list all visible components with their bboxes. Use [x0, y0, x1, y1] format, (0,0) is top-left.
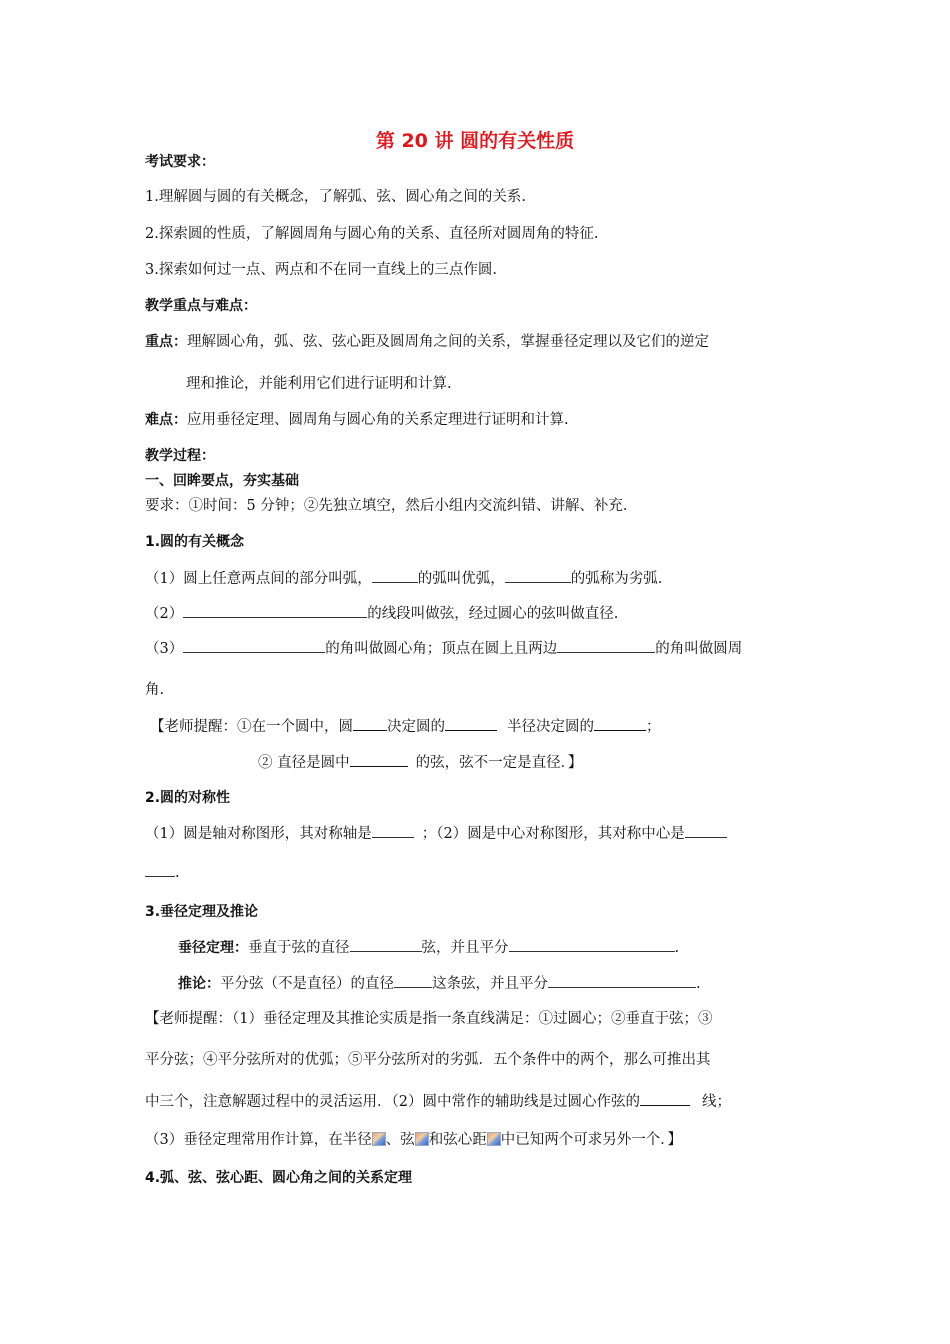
concepts-heading: 1.圆的有关概念 — [145, 534, 245, 550]
fill-blank[interactable] — [350, 937, 422, 952]
concept-line-3-cont: 角. — [145, 682, 165, 698]
fill-blank[interactable] — [505, 568, 571, 583]
teacher-tip-3-line-4 — [145, 1130, 682, 1150]
text-span: 弦，并且平分 — [421, 940, 509, 956]
text-span: 这条弦，并且平分 — [432, 976, 548, 992]
concept-line-3 — [145, 638, 742, 659]
fill-blank[interactable] — [353, 716, 387, 731]
fill-blank[interactable] — [350, 752, 408, 767]
text-span: 半径决定圆的 — [507, 719, 594, 735]
key-point-line-1 — [145, 332, 709, 352]
text-span: 的角叫做圆周 — [655, 641, 743, 657]
text-span: 中已知两个可求另外一个．】 — [500, 1132, 682, 1148]
text-span: . — [175, 865, 180, 881]
fill-blank[interactable] — [183, 638, 325, 653]
teacher-tip-2 — [258, 752, 582, 773]
inline-image-icon — [415, 1132, 429, 1146]
text-span: （1）圆上任意两点间的部分叫弧， — [145, 571, 372, 587]
symmetry-heading: 2.圆的对称性 — [145, 790, 231, 806]
fill-blank[interactable] — [145, 862, 175, 877]
text-span: 和弦心距 — [428, 1132, 487, 1148]
fill-blank[interactable] — [372, 568, 418, 583]
text-span: ； — [646, 719, 661, 735]
text-span: （1）圆是轴对称图形，其对称轴是 — [145, 826, 372, 842]
text-span: 线； — [701, 1094, 731, 1110]
difficult-point-text: 应用垂径定理、圆周角与圆心角的关系定理进行证明和计算. — [187, 412, 569, 428]
text-span: 的线段叫做弦，经过圆心的弦叫做直径. — [367, 606, 619, 622]
requirement-line: 要求：①时间：5 分钟；②先独立填空，然后小组内交流纠错、讲解、补充. — [145, 498, 628, 514]
fill-blank[interactable] — [183, 603, 367, 618]
key-point-text: 理解圆心角，弧、弦、弦心距及圆周角之间的关系，掌握垂径定理以及它们的逆定 — [187, 334, 709, 350]
inline-image-icon — [372, 1132, 386, 1146]
text-span: 的弧称为劣弧. — [570, 571, 663, 587]
text-span: 的弦，弦不一定是直径．】 — [415, 755, 583, 771]
inline-image-icon — [487, 1132, 501, 1146]
difficult-point-line — [145, 410, 569, 430]
symmetry-line-2 — [145, 862, 180, 883]
corollary-line — [178, 973, 701, 994]
text-span: 的角叫做圆心角；顶点在圆上且两边 — [325, 641, 558, 657]
relation-theorem-heading: 4.弧、弦、弦心距、圆心角之间的关系定理 — [145, 1170, 413, 1186]
symmetry-line-1 — [145, 823, 727, 844]
fill-blank[interactable] — [594, 716, 646, 731]
fill-blank[interactable] — [394, 973, 432, 988]
exam-requirement-1: 1.理解圆与圆的有关概念，了解弧、弦、圆心角之间的关系. — [145, 189, 526, 205]
text-span: 的弧叫优弧， — [417, 571, 505, 587]
text-span: 决定圆的 — [387, 719, 445, 735]
fill-blank[interactable] — [685, 823, 727, 838]
exam-requirements-heading: 考试要求： — [145, 154, 215, 170]
text-span: . — [696, 976, 701, 992]
fill-blank[interactable] — [548, 973, 696, 988]
fill-blank[interactable] — [640, 1091, 690, 1106]
key-point-label: 重点： — [145, 334, 187, 350]
fill-blank[interactable] — [557, 638, 655, 653]
difficult-point-label: 难点： — [145, 412, 187, 428]
text-span: （3） — [145, 641, 184, 657]
text-span: . — [674, 940, 680, 956]
teacher-tip-3-line-3 — [145, 1091, 731, 1112]
text-span: 【老师提醒：①在一个圆中，圆 — [150, 719, 353, 735]
process-heading: 教学过程： — [145, 448, 215, 464]
text-span: 、弦 — [385, 1132, 415, 1148]
text-span: （2） — [145, 606, 184, 622]
text-span: ；（2）圆是中心对称图形，其对称中心是 — [421, 826, 685, 842]
text-span: ② 直径是圆中 — [258, 755, 350, 771]
text-span: 垂直于弦的直径 — [248, 940, 350, 956]
theorem-line — [178, 937, 679, 958]
fill-blank[interactable] — [509, 937, 675, 952]
fill-blank[interactable] — [372, 823, 414, 838]
concept-line-2 — [145, 603, 618, 624]
key-point-line-2: 理和推论，并能利用它们进行证明和计算. — [186, 376, 452, 392]
fill-blank[interactable] — [445, 716, 497, 731]
page-title: 第 20 讲 圆的有关性质 — [375, 130, 575, 152]
key-points-heading: 教学重点与难点： — [145, 298, 257, 314]
exam-requirement-3: 3.探索如何过一点、两点和不在同一直线上的三点作圆. — [145, 262, 497, 278]
exam-requirement-2: 2.探索圆的性质，了解圆周角与圆心角的关系、直径所对圆周角的特征. — [145, 226, 599, 242]
perpendicular-heading: 3.垂径定理及推论 — [145, 904, 259, 920]
text-span: 平分弦（不是直径）的直径 — [220, 976, 394, 992]
concept-line-1 — [145, 568, 662, 589]
theorem-label: 垂径定理： — [178, 940, 248, 956]
text-span: （3）垂径定理常用作计算，在半径 — [145, 1132, 372, 1148]
teacher-tip-3-line-1: 【老师提醒：（1）垂径定理及其推论实质是指一条直线满足：①过圆心；②垂直于弦；③ — [145, 1011, 713, 1027]
text-span: 中三个，注意解题过程中的灵活运用．（2）圆中常作的辅助线是过圆心作弦的 — [145, 1094, 640, 1110]
teacher-tip-3-line-2: 平分弦；④平分弦所对的优弧；⑤平分弦所对的劣弧．五个条件中的两个，那么可推出其 — [145, 1052, 711, 1068]
teacher-tip-1 — [150, 716, 661, 737]
corollary-label: 推论： — [178, 976, 220, 992]
section-1-heading: 一、回眸要点，夯实基础 — [145, 473, 299, 489]
